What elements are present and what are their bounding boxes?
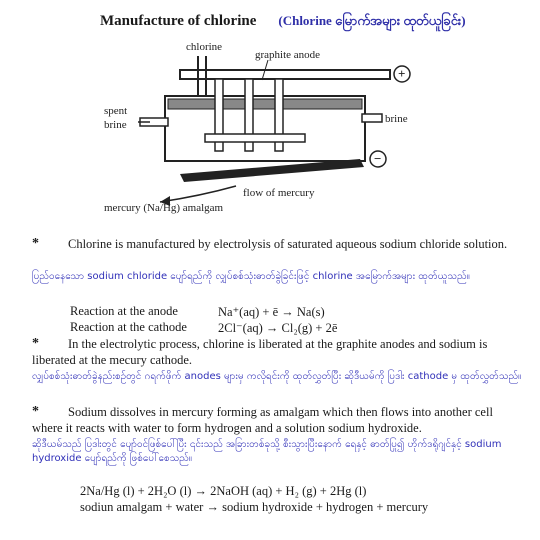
page-title-row [100,12,520,34]
minus-sign: − [374,151,382,166]
brine-inlet [362,114,382,122]
anode-plate [205,134,305,142]
mercury-layer [180,159,364,182]
bullet-2: * [32,336,39,351]
electrolytic-cell-diagram [0,36,540,221]
bullet-3: * [32,404,39,419]
paragraph-3: Sodium dissolves in mercury forming as amalgam which then flows into another cell where it reacts with water to form hydrogen and a solution sodium hydroxide. [32,405,493,435]
myanmar-paragraph-1: ပြည်ဝနေသော sodium chloride ပျော်ရည်ကို လျှပ်စစ်သုံးဓာတ်ခွဲခြင်းဖြင့် chlorine အမြောက်အများ ထုတ်ယူသည်။ [32,271,470,282]
bullet-1: * [32,236,39,251]
plus-sign: + [398,66,406,81]
amalgam-label: mercury (Na/Hg) amalgam [104,202,224,214]
amalgam-reaction-words: sodiun amalgam + water → sodium hydroxide + hydrogen + mercury [80,500,429,514]
anode-reaction-label: Reaction at the anode [70,304,178,318]
spent-brine-label-2: brine [104,119,127,131]
spent-brine-label-1: spent [104,105,128,117]
brine-label: brine [385,113,408,125]
graphite-anode-label: graphite anode [255,49,321,61]
cathode-reaction-equation: 2Cl⁻(aq) → Cl₂(g) + 2ē [218,321,338,335]
anode-reaction-equation: Na⁺(aq) + ē → Na(s) [218,305,325,319]
paragraph-1: Chlorine is manufactured by electrolysis of saturated aqueous sodium chloride solution. [68,237,508,251]
paragraph-2: In the electrolytic process, chlorine is liberated at the graphite anodes and sodium is liberated at the mecury cathode. [32,337,488,367]
cathode-reaction-label: Reaction at the cathode [70,320,187,334]
page-subtitle: (Chlorine မြောက်အများ ထုတ်ယူခြင်း) [278,13,466,28]
cell-lid [168,99,362,109]
myanmar-paragraph-2: လျှပ်စစ်သုံးဓာတ်ခွဲနည်းစဉ်တွင် ဂရက်ဖိုက် anodes များမှ ကလိုရင်းကို ထုတ်လွှတ်ပြီး ဆိုဒီယမ်ကို ပြဒါး cathode မှ ထုတ်လွှတ်သည်။ [32,371,522,382]
flow-of-mercury-label: flow of mercury [243,187,315,199]
flow-arrow [160,186,236,202]
myanmar-paragraph-3: ဆိုဒီယမ်သည် ပြဒါးတွင် ပျော်ဝင်ဖြစ်ပေါ်ပြီး ၎င်းသည် အခြားတစ်ခုသို့ စီးသွားပြီးနောက် ရေနှင့် ဓာတ်ပြု၍ ဟိုက်ဒရိုဂျင်နှင့် sodium hydroxide ပျော်ရည်ကို ဖြစ်ပေါ်စေသည်။ [32,439,502,464]
amalgam-reaction-equation: 2Na/Hg (l) + 2H₂O (l) → 2NaOH (aq) + H₂ (g) + 2Hg (l) [80,484,367,498]
chlorine-label: chlorine [186,41,223,53]
anode-bar [180,70,390,79]
page-title: Manufacture of chlorine [100,13,257,29]
